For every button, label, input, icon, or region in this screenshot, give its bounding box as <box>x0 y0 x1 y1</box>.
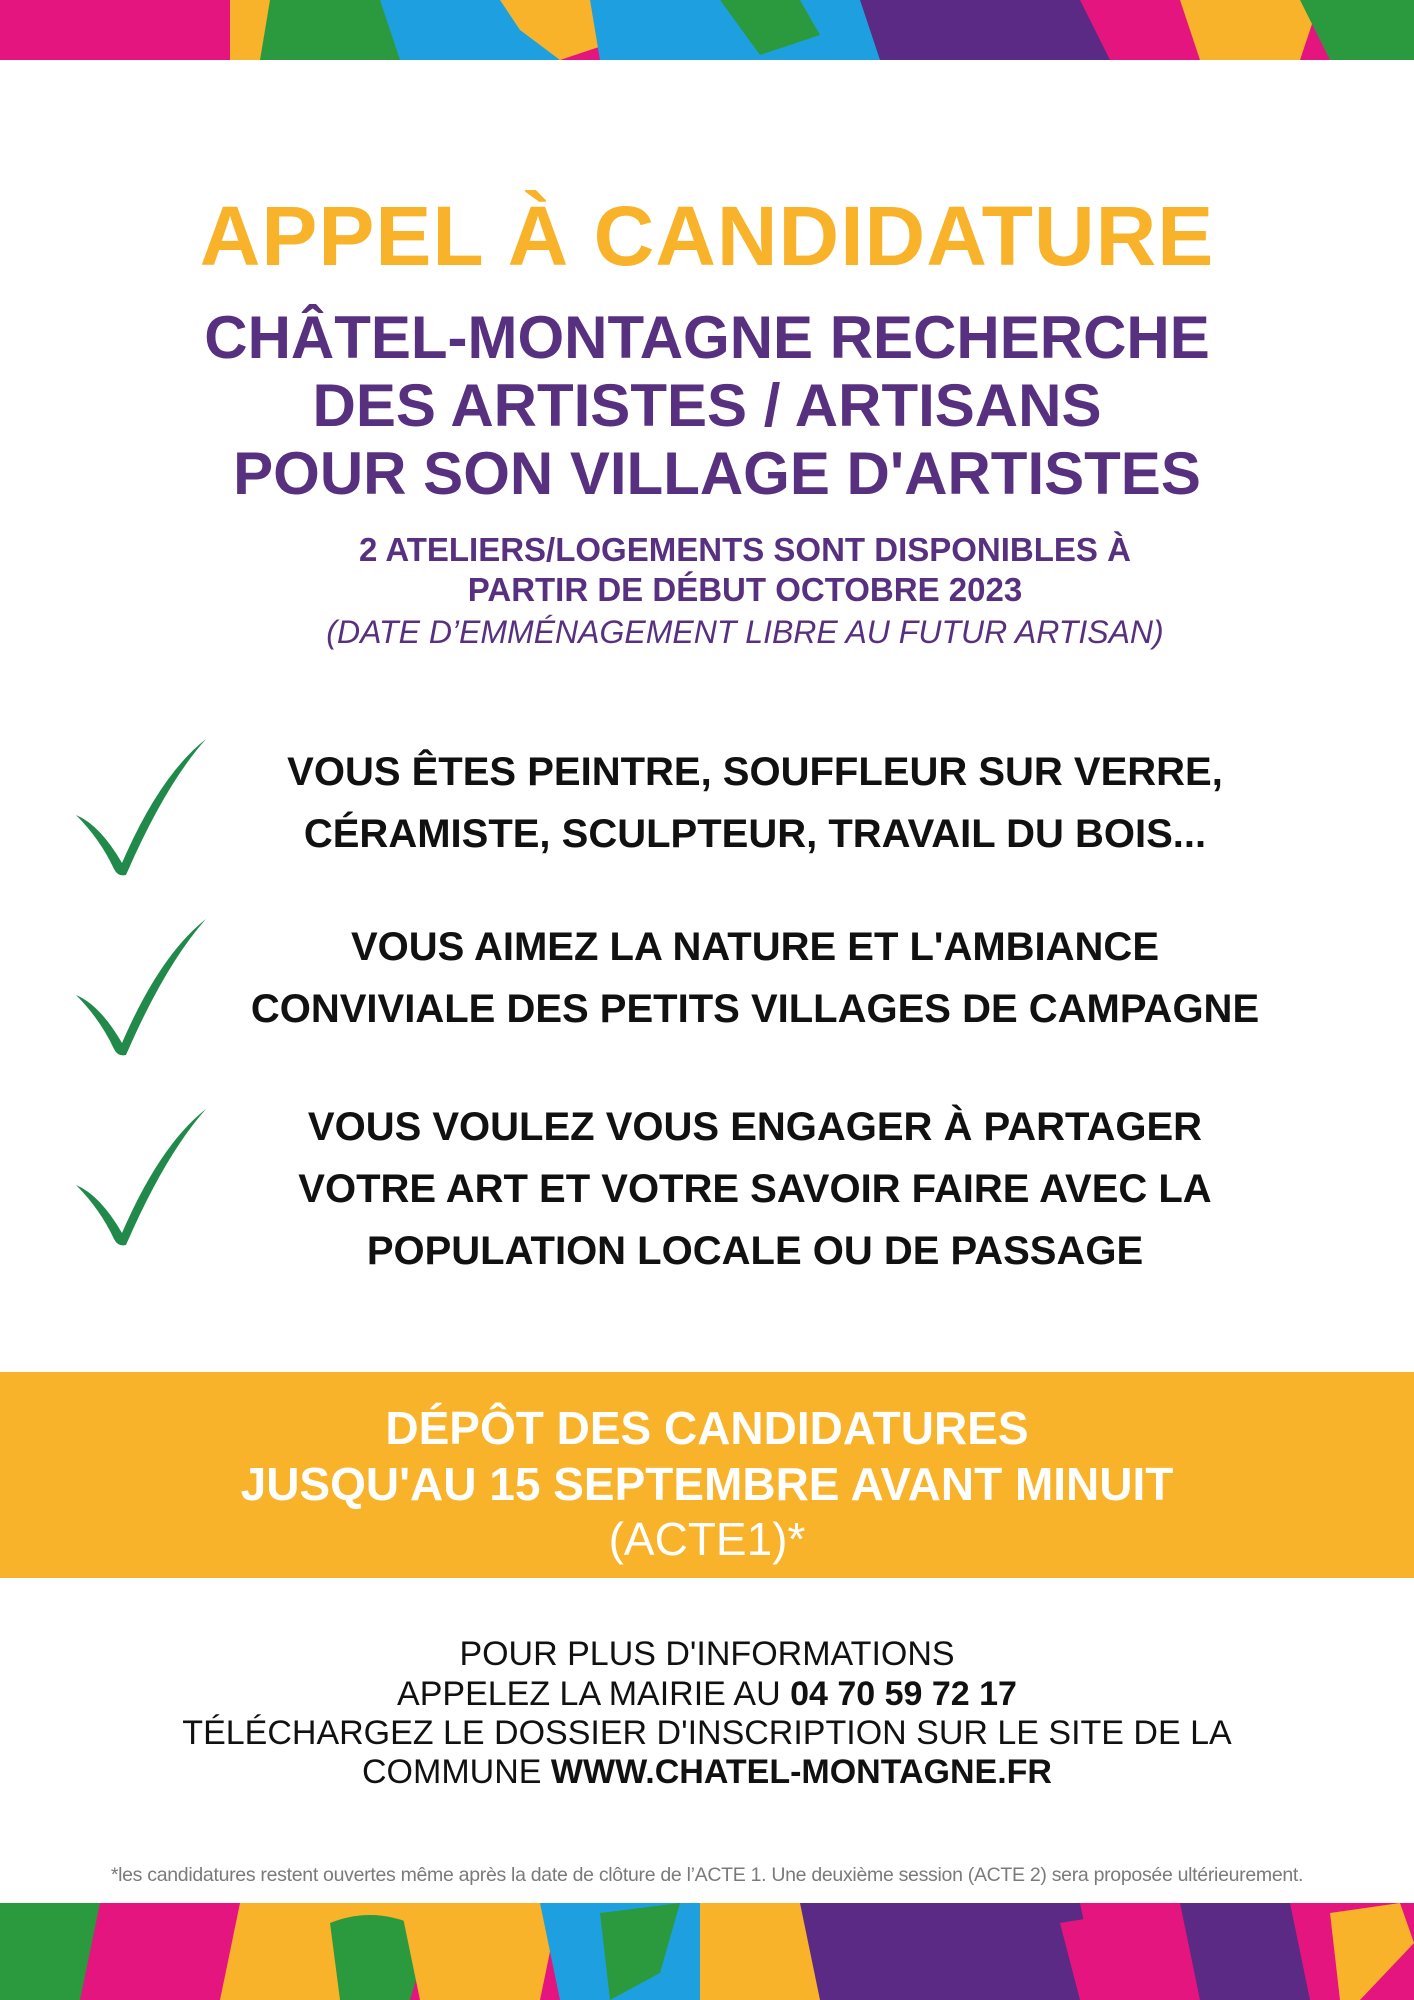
criterion-1 <box>190 741 1320 865</box>
info-commune-label: COMMUNE <box>362 1753 551 1791</box>
criterion-2 <box>190 916 1320 1040</box>
phone-number[interactable]: 04 70 59 72 17 <box>790 1675 1017 1713</box>
info-line-2 <box>0 1674 1414 1714</box>
check-mark-icon <box>70 735 210 885</box>
deadline-note: (ACTE1)* <box>608 1513 806 1565</box>
top-paint-band <box>0 0 1414 60</box>
availability-line-1: 2 ATELIERS/LOGEMENTS SONT DISPONIBLES À <box>359 531 1131 568</box>
criterion-3-line-1: VOUS VOULEZ VOUS ENGAGER À PARTAGER <box>307 1105 1203 1149</box>
subtitle-line-2: DES ARTISTES / ARTISANS <box>312 372 1102 439</box>
subtitle-line-3: POUR SON VILLAGE D'ARTISTES <box>233 440 1201 507</box>
bottom-paint-band <box>0 1903 1414 2000</box>
criterion-1-line-2: CÉRAMISTE, SCULPTEUR, TRAVAIL DU BOIS... <box>303 812 1207 856</box>
subtitle-line-1: CHÂTEL-MONTAGNE RECHERCHE <box>204 304 1210 371</box>
check-mark-icon <box>70 1105 210 1255</box>
deadline-line-1: DÉPÔT DES CANDIDATURES <box>385 1402 1029 1454</box>
website-link[interactable]: WWW.CHATEL-MONTAGNE.FR <box>550 1753 1052 1791</box>
info-line-3: TÉLÉCHARGEZ LE DOSSIER D'INSCRIPTION SUR LE SITE DE LA <box>182 1714 1232 1752</box>
footnote: *les candidatures restent ouvertes même après la date de clôture de l’ACTE 1. Une deuxième session (ACTE 2) sera proposée ultérieurement. <box>110 1864 1304 1886</box>
criterion-1-line-1: VOUS ÊTES PEINTRE, SOUFFLEUR SUR VERRE, <box>287 750 1223 794</box>
criterion-3 <box>190 1096 1320 1282</box>
availability-note: (DATE D’EMMÉNAGEMENT LIBRE AU FUTUR ARTISAN) <box>326 614 1164 650</box>
info-call-label: APPELEZ LA MAIRIE AU <box>397 1675 791 1713</box>
criterion-3-line-2: VOTRE ART ET VOTRE SAVOIR FAIRE AVEC LA <box>298 1167 1212 1211</box>
deadline-line-2: JUSQU'AU 15 SEPTEMBRE AVANT MINUIT <box>240 1458 1174 1510</box>
page-title: APPEL À CANDIDATURE <box>199 189 1215 283</box>
criterion-2-line-1: VOUS AIMEZ LA NATURE ET L'AMBIANCE <box>350 925 1159 969</box>
criterion-3-line-3: POPULATION LOCALE OU DE PASSAGE <box>366 1229 1144 1273</box>
deadline-banner <box>0 1372 1414 1578</box>
info-line-1: POUR PLUS D'INFORMATIONS <box>459 1635 955 1673</box>
availability-line-2: PARTIR DE DÉBUT OCTOBRE 2023 <box>467 571 1023 608</box>
criterion-2-line-2: CONVIVIALE DES PETITS VILLAGES DE CAMPAGNE <box>250 987 1260 1031</box>
info-line-4 <box>0 1752 1414 1792</box>
